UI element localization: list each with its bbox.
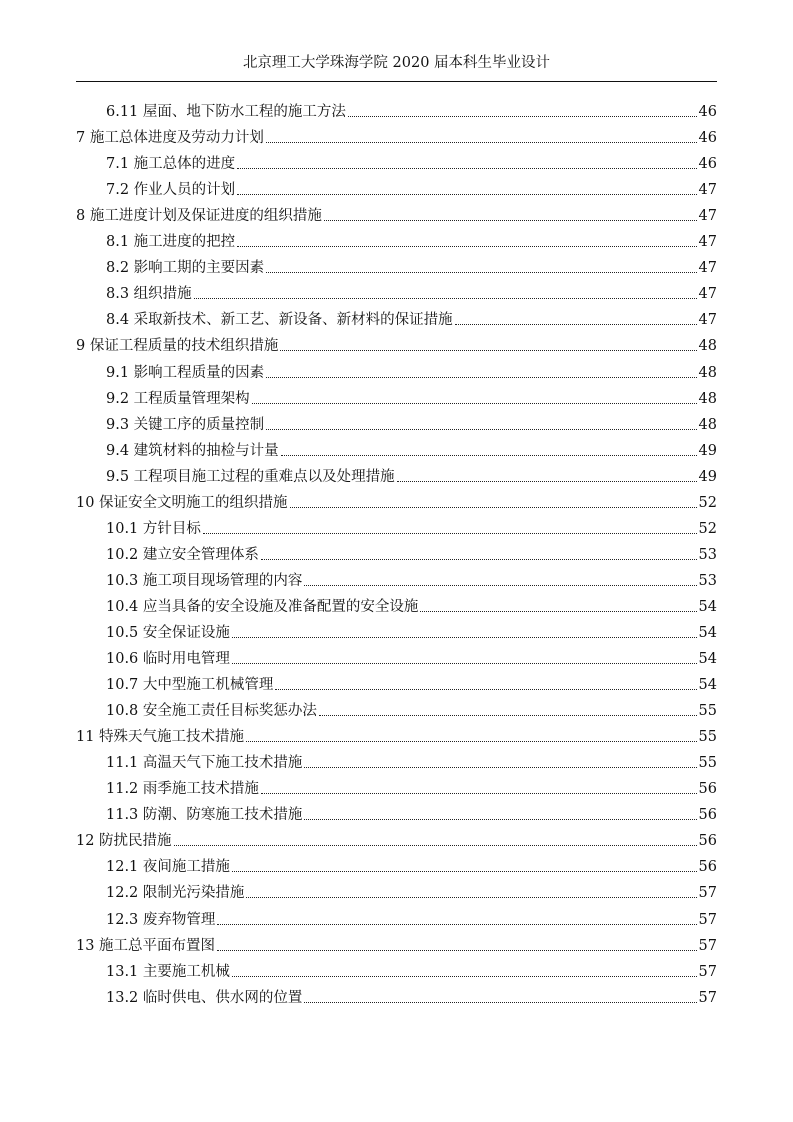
toc-entry[interactable]: [76, 591, 717, 617]
toc-entry[interactable]: [76, 982, 717, 1008]
toc-entry[interactable]: [76, 252, 717, 278]
toc-entry-page: 56: [698, 807, 717, 824]
toc-entry-page: 54: [698, 624, 717, 641]
toc-entry[interactable]: [76, 825, 717, 851]
toc-leader-dots: [203, 532, 697, 534]
toc-entry[interactable]: [76, 487, 717, 513]
toc-leader-dots: [232, 662, 697, 664]
toc-leader-dots: [280, 349, 696, 351]
toc-entry-label: 11.2 雨季施工技术措施: [106, 781, 259, 798]
toc-entry-label: 10.5 安全保证设施: [106, 624, 230, 641]
toc-leader-dots: [455, 323, 697, 325]
toc-entry[interactable]: [76, 669, 717, 695]
toc-entry-label: 10.6 临时用电管理: [106, 651, 230, 668]
toc-entry[interactable]: [76, 773, 717, 799]
toc-leader-dots: [304, 766, 696, 768]
toc-entry-page: 53: [698, 572, 717, 589]
toc-entry-label: 10.3 施工项目现场管理的内容: [106, 572, 303, 589]
toc-leader-dots: [261, 558, 697, 560]
toc-leader-dots: [266, 428, 696, 430]
toc-entry-label: 8.3 组织措施: [106, 286, 192, 303]
toc-entry-page: 57: [698, 989, 717, 1006]
toc-entry[interactable]: [76, 200, 717, 226]
toc-entry-page: 46: [698, 156, 717, 173]
toc-entry[interactable]: [76, 956, 717, 982]
toc-entry[interactable]: [76, 383, 717, 409]
toc-entry-page: 54: [698, 677, 717, 694]
toc-entry-page: 47: [698, 260, 717, 277]
toc-leader-dots: [217, 923, 696, 925]
toc-entry[interactable]: [76, 747, 717, 773]
toc-leader-dots: [266, 376, 696, 378]
toc-entry[interactable]: [76, 643, 717, 669]
toc-entry-label: 8.2 影响工期的主要因素: [106, 260, 265, 277]
toc-entry-page: 49: [698, 442, 717, 459]
toc-entry-label: 12.2 限制光污染措施: [106, 885, 245, 902]
toc-entry-label: 11.1 高温天气下施工技术措施: [106, 755, 303, 772]
toc-entry[interactable]: [76, 721, 717, 747]
toc-entry[interactable]: [76, 330, 717, 356]
toc-entry-label: 9.2 工程质量管理架构: [106, 390, 250, 407]
toc-entry-page: 57: [698, 963, 717, 980]
toc-entry-label: 10 保证安全文明施工的组织措施: [76, 494, 288, 511]
toc-entry[interactable]: [76, 617, 717, 643]
toc-entry-page: 53: [698, 546, 717, 563]
toc-entry-page: 56: [698, 781, 717, 798]
toc-leader-dots: [319, 714, 697, 716]
toc-entry-page: 52: [698, 494, 717, 511]
toc-leader-dots: [304, 818, 696, 820]
toc-entry-page: 47: [698, 312, 717, 329]
toc-entry[interactable]: [76, 278, 717, 304]
toc-entry-label: 12 防扰民措施: [76, 833, 172, 850]
toc-leader-dots: [290, 506, 697, 508]
toc-entry[interactable]: [76, 930, 717, 956]
toc-entry-label: 10.4 应当具备的安全设施及准备配置的安全设施: [106, 598, 419, 615]
toc-leader-dots: [232, 870, 697, 872]
toc-entry-label: 8.4 采取新技术、新工艺、新设备、新材料的保证措施: [106, 312, 453, 329]
toc-entry-label: 11.3 防潮、防寒施工技术措施: [106, 807, 303, 824]
toc-entry-page: 57: [698, 911, 717, 928]
toc-entry[interactable]: [76, 799, 717, 825]
toc-leader-dots: [174, 844, 697, 846]
toc-leader-dots: [246, 740, 696, 742]
toc-leader-dots: [304, 1001, 696, 1003]
toc-entry-label: 9.4 建筑材料的抽检与计量: [106, 442, 279, 459]
toc-entry-page: 55: [698, 729, 717, 746]
toc-entry[interactable]: [76, 565, 717, 591]
toc-entry-page: 54: [698, 598, 717, 615]
toc-entry-page: 47: [698, 286, 717, 303]
toc-entry-label: 6.11 屋面、地下防水工程的施工方法: [106, 104, 346, 121]
toc-entry-label: 10.1 方针目标: [106, 520, 201, 537]
toc-leader-dots: [281, 454, 697, 456]
toc-entry[interactable]: [76, 539, 717, 565]
toc-leader-dots: [237, 167, 696, 169]
toc-entry-label: 7.1 施工总体的进度: [106, 156, 236, 173]
toc-entry[interactable]: [76, 513, 717, 539]
toc-leader-dots: [420, 610, 696, 612]
toc-entry-page: 47: [698, 234, 717, 251]
toc-entry-label: 7.2 作业人员的计划: [106, 182, 236, 199]
toc-leader-dots: [232, 636, 697, 638]
toc-leader-dots: [252, 402, 697, 404]
toc-entry[interactable]: [76, 356, 717, 382]
toc-entry-page: 46: [698, 104, 717, 121]
page-header: 北京理工大学珠海学院 2020 届本科生毕业设计: [242, 55, 551, 71]
toc-entry-label: 9 保证工程质量的技术组织措施: [76, 338, 279, 355]
toc-entry-page: 48: [698, 390, 717, 407]
toc-entry[interactable]: [76, 903, 717, 929]
toc-leader-dots: [237, 193, 696, 195]
toc-entry[interactable]: [76, 851, 717, 877]
toc-entry-page: 48: [698, 338, 717, 355]
toc-entry-page: 46: [698, 130, 717, 147]
toc-entry[interactable]: [76, 461, 717, 487]
toc-entry-label: 12.3 废弃物管理: [106, 911, 216, 928]
toc-leader-dots: [304, 584, 696, 586]
toc-entry-page: 48: [698, 416, 717, 433]
toc-entry-label: 8.1 施工进度的把控: [106, 234, 236, 251]
toc-entry[interactable]: [76, 695, 717, 721]
toc-leader-dots: [348, 115, 697, 117]
toc-leader-dots: [217, 949, 696, 951]
toc-entry-label: 13.1 主要施工机械: [106, 963, 230, 980]
toc-entry[interactable]: [76, 409, 717, 435]
toc-leader-dots: [266, 141, 697, 143]
toc-entry-label: 7 施工总体进度及劳动力计划: [76, 130, 264, 147]
toc-entry[interactable]: [76, 877, 717, 903]
toc-leader-dots: [232, 975, 697, 977]
toc-entry-label: 11 特殊天气施工技术措施: [76, 729, 245, 746]
toc-entry[interactable]: [76, 148, 717, 174]
toc-entry[interactable]: [76, 96, 717, 122]
toc-entry-page: 52: [698, 520, 717, 537]
toc-entry-page: 49: [698, 468, 717, 485]
toc-entry[interactable]: [76, 435, 717, 461]
toc-entry-page: 47: [698, 208, 717, 225]
toc-entry-page: 56: [698, 859, 717, 876]
toc-leader-dots: [237, 245, 696, 247]
toc-entry-page: 57: [698, 885, 717, 902]
toc-entry[interactable]: [76, 226, 717, 252]
toc-entry-label: 9.1 影响工程质量的因素: [106, 364, 265, 381]
toc-entry-label: 9.5 工程项目施工过程的重难点以及处理措施: [106, 468, 395, 485]
toc-leader-dots: [246, 896, 696, 898]
toc-entry-label: 8 施工进度计划及保证进度的组织措施: [76, 208, 322, 225]
toc-entry-page: 54: [698, 651, 717, 668]
toc-leader-dots: [194, 297, 697, 299]
toc-entry-page: 56: [698, 833, 717, 850]
toc-entry-label: 10.8 安全施工责任目标奖惩办法: [106, 703, 317, 720]
toc-entry-page: 55: [698, 755, 717, 772]
toc-entry[interactable]: [76, 122, 717, 148]
toc-entry-label: 10.2 建立安全管理体系: [106, 546, 259, 563]
toc-entry-page: 48: [698, 364, 717, 381]
toc-entry-page: 57: [698, 937, 717, 954]
toc-entry[interactable]: [76, 304, 717, 330]
toc-entry-label: 10.7 大中型施工机械管理: [106, 677, 274, 694]
toc-entry-label: 13 施工总平面布置图: [76, 937, 216, 954]
toc-leader-dots: [266, 271, 696, 273]
toc-leader-dots: [275, 688, 696, 690]
toc-entry-page: 55: [698, 703, 717, 720]
toc-entry-label: 9.3 关键工序的质量控制: [106, 416, 265, 433]
toc-entry-label: 12.1 夜间施工措施: [106, 859, 230, 876]
toc-entry[interactable]: [76, 174, 717, 200]
toc-leader-dots: [261, 792, 697, 794]
toc-entry-label: 13.2 临时供电、供水网的位置: [106, 989, 303, 1006]
header-rule: [76, 81, 717, 82]
toc-entry-page: 47: [698, 182, 717, 199]
toc-leader-dots: [324, 219, 697, 221]
toc-leader-dots: [397, 480, 697, 482]
table-of-contents: [76, 96, 717, 1008]
